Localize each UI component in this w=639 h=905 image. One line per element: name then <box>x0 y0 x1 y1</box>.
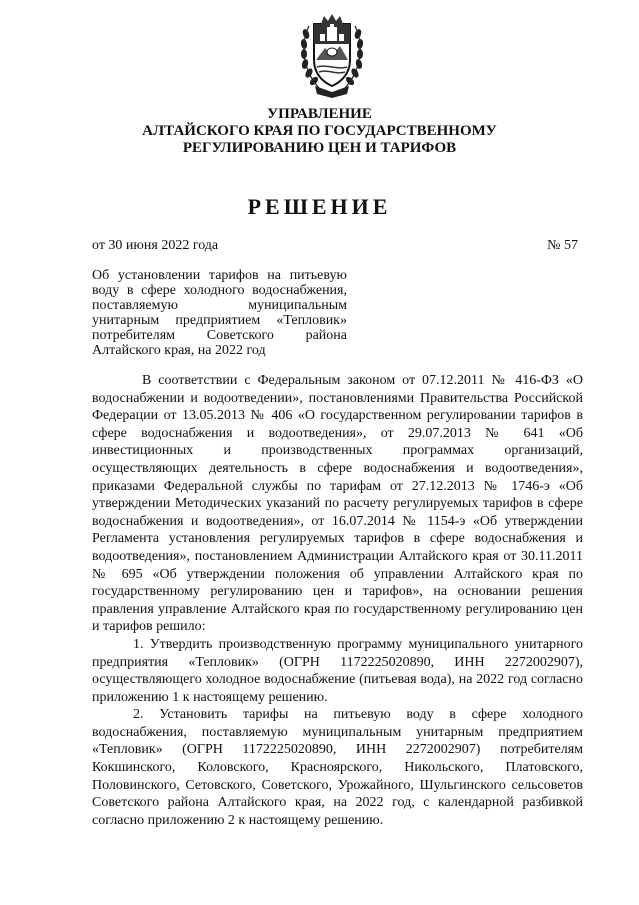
issuing-authority <box>0 106 639 157</box>
document-title: РЕШЕНИЕ <box>247 194 392 219</box>
document-number: № 57 <box>547 238 578 253</box>
authority-line-2: АЛТАЙСКОГО КРАЯ ПО ГОСУДАРСТВЕННОМУ <box>142 123 497 139</box>
decision-item-1: 1. Утвердить производственную программу муниципального унитарного предприятия «Тепловик» (ОГРН 1172225020890, ИНН 2272002907), осуществляющего холодное водоснабжение (питьевая вода), на 2022 год согласно приложению 1 к настоящему решению. <box>92 636 583 705</box>
document-subject: Об установлении тарифов на питьевую воду в сфере холодного водоснабжения, поставляемую муниципальным унитарным предприятием «Тепловик» потребителям Советского района Алтайского края, на 2022 год <box>92 268 347 358</box>
preamble-paragraph: В соответствии с Федеральным законом от 07.12.2011 № 416-ФЗ «О водоснабжении и водоотведении», постановлениями Правительства Российской Федерации от 13.05.2013 № 406 «О государственном регулировании тарифов в сфере водоснабжения и водоотведения», от 29.07.2013 № 641 «Об инвестиционных и производственных программах организаций, осуществляющих деятельность в сфере водоснабжения и водоотведения», приказами Федеральной службы по тарифам от 27.12.2013 № 1746-э «Об утверждении Методических указаний по расчету регулируемых тарифов в сфере водоснабжения и водоотведения», от 16.07.2014 № 1154-э «Об утверждении Регламента установления регулируемых тарифов в сфере водоснабжения и водоотведения», постановлением Администрации Алтайского края от 30.11.2011 № 695 «Об утверждении положения об управлении Алтайского края по государственному регулированию цен и тарифов», на основании решения правления управление Алтайского края по государственному регулированию цен и тарифов решило: <box>92 373 583 635</box>
decision-item-2: 2. Установить тарифы на питьевую воду в сфере холодного водоснабжения, поставляемую муниципальным унитарным предприятием «Тепловик» (ОГРН 1172225020890, ИНН 2272002907) потребителям Кокшинского, Коловского, Красноярского, Никольского, Платовского, Половинского, Сетовского, Советского, Урожайного, Шульгинского сельсоветов Советского района Алтайского края, на 2022 год, с календарной разбивкой согласно приложению 2 к настоящему решению. <box>92 707 583 828</box>
authority-line-3: РЕГУЛИРОВАНИЮ ЦЕН И ТАРИФОВ <box>182 140 457 156</box>
document-body <box>92 372 583 829</box>
coat-of-arms-icon <box>297 12 367 98</box>
document-date: от 30 июня 2022 года <box>92 238 219 253</box>
authority-line-1: УПРАВЛЕНИЕ <box>267 106 372 122</box>
